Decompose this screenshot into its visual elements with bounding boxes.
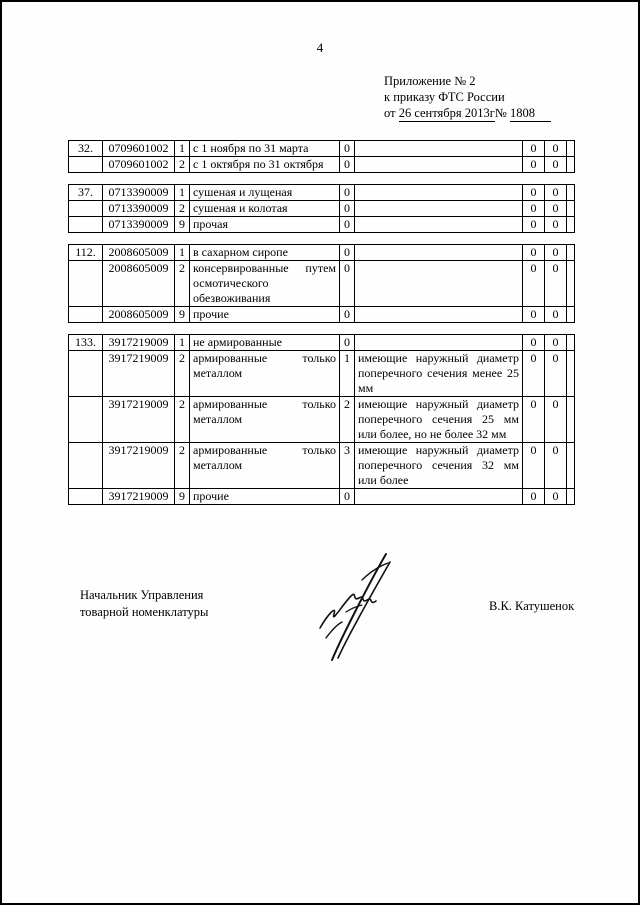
- cell-description-2: [355, 335, 523, 351]
- table-row: [69, 185, 575, 201]
- cell-row-number: [69, 307, 103, 323]
- table-row: [69, 261, 575, 307]
- cell-description: консервированные путем осмотического обезвоживания: [190, 261, 340, 307]
- cell-spacer: [567, 261, 575, 307]
- cell-value-2: 0: [545, 261, 567, 307]
- table-row: [69, 201, 575, 217]
- cell-row-number: [69, 397, 103, 443]
- cell-code: 3917219009: [103, 397, 175, 443]
- cell-value-2: 0: [545, 489, 567, 505]
- cell-description-2: [355, 157, 523, 173]
- table-group-37: [68, 184, 575, 233]
- cell-code: 0713390009: [103, 185, 175, 201]
- cell-row-number: [69, 201, 103, 217]
- cell-value-1: 0: [523, 245, 545, 261]
- cell-subcode: 1: [175, 245, 190, 261]
- signature-icon: [302, 550, 417, 662]
- header-line-date: [384, 105, 551, 121]
- table-row: [69, 489, 575, 505]
- table-row: [69, 351, 575, 397]
- table-row: [69, 141, 575, 157]
- cell-subcode-2: 0: [340, 185, 355, 201]
- cell-subcode: 1: [175, 141, 190, 157]
- cell-subcode: 9: [175, 489, 190, 505]
- table-row: [69, 397, 575, 443]
- cell-spacer: [567, 157, 575, 173]
- cell-subcode-2: 0: [340, 307, 355, 323]
- cell-value-1: 0: [523, 307, 545, 323]
- header-line-order: к приказу ФТС России: [384, 90, 505, 104]
- cell-value-1: 0: [523, 443, 545, 489]
- cell-value-2: 0: [545, 185, 567, 201]
- cell-description: прочие: [190, 307, 340, 323]
- cell-description: сушеная и колотая: [190, 201, 340, 217]
- cell-value-1: 0: [523, 185, 545, 201]
- cell-value-1: 0: [523, 201, 545, 217]
- cell-code: 0713390009: [103, 201, 175, 217]
- table-row: [69, 307, 575, 323]
- cell-description-2: [355, 201, 523, 217]
- signer-position-line2: товарной номенклатуры: [80, 605, 209, 619]
- cell-description-2: [355, 307, 523, 323]
- cell-spacer: [567, 489, 575, 505]
- cell-description: не армированные: [190, 335, 340, 351]
- cell-value-2: 0: [545, 201, 567, 217]
- cell-value-1: 0: [523, 217, 545, 233]
- cell-code: 3917219009: [103, 351, 175, 397]
- cell-subcode: 1: [175, 185, 190, 201]
- header-order-number: 1808: [510, 106, 551, 122]
- cell-description: с 1 ноября по 31 марта: [190, 141, 340, 157]
- cell-code: 0709601002: [103, 157, 175, 173]
- cell-description-2: имеющие наружный диаметр поперечного сечения 32 мм или более: [355, 443, 523, 489]
- cell-description: прочая: [190, 217, 340, 233]
- page-number: 4: [316, 40, 324, 55]
- cell-description: армированные только металлом: [190, 443, 340, 489]
- cell-spacer: [567, 185, 575, 201]
- cell-spacer: [567, 217, 575, 233]
- cell-code: 0709601002: [103, 141, 175, 157]
- cell-value-1: 0: [523, 335, 545, 351]
- cell-spacer: [567, 351, 575, 397]
- cell-subcode-2: 0: [340, 335, 355, 351]
- cell-subcode: 9: [175, 307, 190, 323]
- table-group-112: [68, 244, 575, 323]
- document-header: [384, 73, 551, 121]
- header-number-sign: №: [494, 106, 507, 120]
- cell-code: 2008605009: [103, 261, 175, 307]
- cell-subcode: 9: [175, 217, 190, 233]
- cell-row-number: [69, 217, 103, 233]
- cell-description: армированные только металлом: [190, 351, 340, 397]
- cell-subcode-2: 0: [340, 157, 355, 173]
- cell-subcode-2: 0: [340, 489, 355, 505]
- cell-code: 2008605009: [103, 245, 175, 261]
- cell-description-2: [355, 141, 523, 157]
- cell-description-2: [355, 489, 523, 505]
- cell-row-number: 112.: [69, 245, 103, 261]
- cell-value-2: 0: [545, 141, 567, 157]
- cell-value-1: 0: [523, 141, 545, 157]
- cell-description-2: [355, 245, 523, 261]
- signer-name: В.К. Катушенок: [489, 599, 575, 613]
- cell-value-1: 0: [523, 157, 545, 173]
- cell-code: 2008605009: [103, 307, 175, 323]
- cell-value-1: 0: [523, 397, 545, 443]
- cell-row-number: 32.: [69, 141, 103, 157]
- cell-value-2: 0: [545, 217, 567, 233]
- cell-value-1: 0: [523, 261, 545, 307]
- table-row: [69, 335, 575, 351]
- cell-description: с 1 октября по 31 октября: [190, 157, 340, 173]
- cell-value-2: 0: [545, 245, 567, 261]
- cell-subcode-2: 2: [340, 397, 355, 443]
- signer-position: [80, 587, 208, 621]
- cell-code: 3917219009: [103, 335, 175, 351]
- cell-description: армированные только металлом: [190, 397, 340, 443]
- cell-code: 3917219009: [103, 489, 175, 505]
- cell-description: в сахарном сиропе: [190, 245, 340, 261]
- cell-description-2: [355, 261, 523, 307]
- cell-description: сушеная и лущеная: [190, 185, 340, 201]
- cell-subcode-2: 0: [340, 141, 355, 157]
- cell-row-number: [69, 261, 103, 307]
- cell-row-number: [69, 351, 103, 397]
- cell-description-2: [355, 185, 523, 201]
- cell-subcode-2: 0: [340, 201, 355, 217]
- cell-description: прочие: [190, 489, 340, 505]
- table-group-133: [68, 334, 575, 505]
- cell-description-2: [355, 217, 523, 233]
- cell-subcode-2: 1: [340, 351, 355, 397]
- cell-subcode: 2: [175, 443, 190, 489]
- cell-spacer: [567, 307, 575, 323]
- cell-spacer: [567, 443, 575, 489]
- signer-position-line1: Начальник Управления: [80, 588, 204, 602]
- cell-subcode-2: 0: [340, 261, 355, 307]
- cell-value-2: 0: [545, 157, 567, 173]
- cell-spacer: [567, 335, 575, 351]
- cell-row-number: 37.: [69, 185, 103, 201]
- table-group-32: [68, 140, 575, 173]
- cell-row-number: [69, 443, 103, 489]
- cell-value-2: 0: [545, 351, 567, 397]
- cell-value-2: 0: [545, 307, 567, 323]
- cell-subcode: 2: [175, 201, 190, 217]
- header-date-value: 26 сентября 2013г: [398, 106, 495, 120]
- tariff-tables: [68, 140, 574, 516]
- cell-value-2: 0: [545, 443, 567, 489]
- cell-subcode-2: 3: [340, 443, 355, 489]
- cell-row-number: 133.: [69, 335, 103, 351]
- cell-row-number: [69, 157, 103, 173]
- header-date-prefix: от: [384, 106, 396, 120]
- cell-subcode: 2: [175, 351, 190, 397]
- cell-code: 0713390009: [103, 217, 175, 233]
- cell-value-2: 0: [545, 397, 567, 443]
- table-row: [69, 245, 575, 261]
- cell-row-number: [69, 489, 103, 505]
- cell-spacer: [567, 397, 575, 443]
- cell-subcode: 1: [175, 335, 190, 351]
- cell-value-1: 0: [523, 489, 545, 505]
- cell-value-1: 0: [523, 351, 545, 397]
- cell-subcode: 2: [175, 261, 190, 307]
- cell-subcode-2: 0: [340, 217, 355, 233]
- table-row: [69, 443, 575, 489]
- cell-code: 3917219009: [103, 443, 175, 489]
- header-line-appendix: Приложение № 2: [384, 74, 476, 88]
- cell-value-2: 0: [545, 335, 567, 351]
- cell-description-2: имеющие наружный диаметр поперечного сечения менее 25 мм: [355, 351, 523, 397]
- cell-subcode: 2: [175, 397, 190, 443]
- table-row: [69, 217, 575, 233]
- cell-spacer: [567, 201, 575, 217]
- cell-subcode: 2: [175, 157, 190, 173]
- cell-spacer: [567, 245, 575, 261]
- table-row: [69, 157, 575, 173]
- cell-description-2: имеющие наружный диаметр поперечного сечения 25 мм или более, но не более 32 мм: [355, 397, 523, 443]
- cell-subcode-2: 0: [340, 245, 355, 261]
- cell-spacer: [567, 141, 575, 157]
